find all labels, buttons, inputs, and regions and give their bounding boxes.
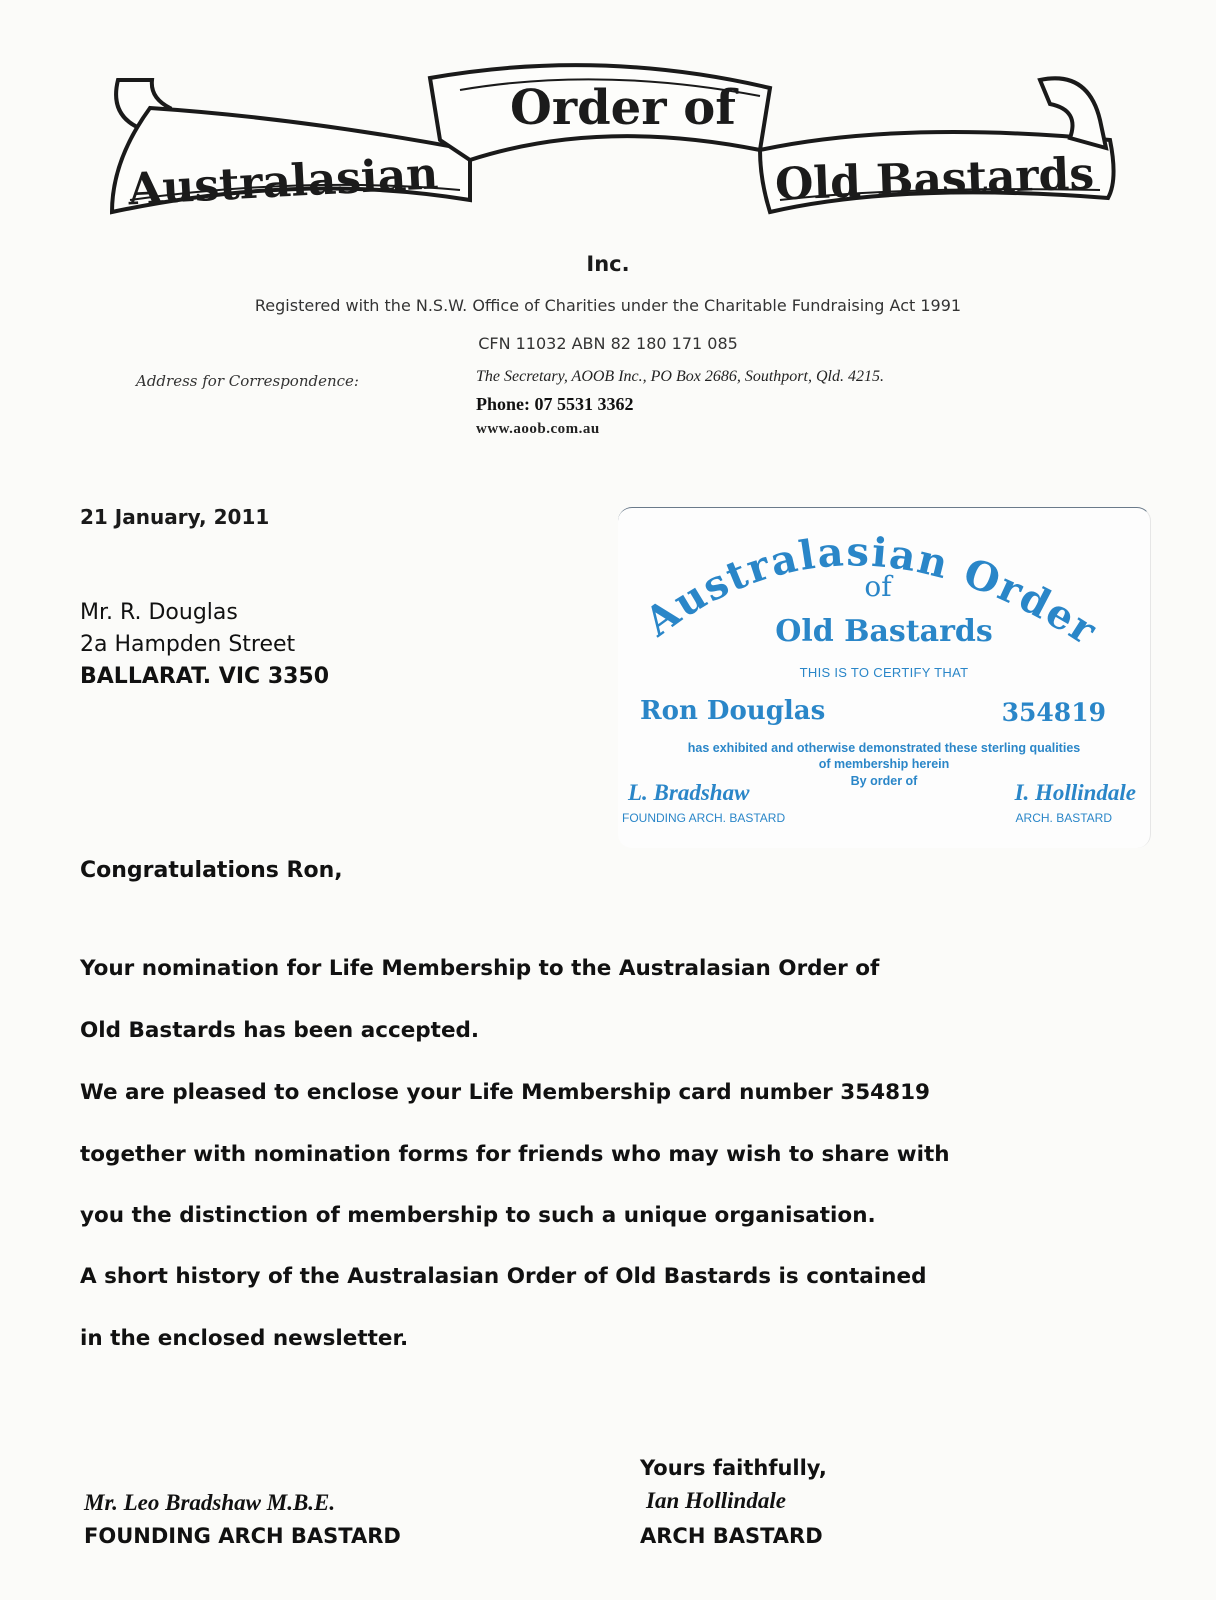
body-line: you the distinction of membership to such a unique organisation. [80,1203,876,1228]
signature-right-name: Ian Hollindale [646,1488,786,1513]
recipient-street: 2a Hampden Street [80,632,296,657]
signature-left-name: Mr. Leo Bradshaw M.B.E. [84,1490,336,1515]
body-line: in the enclosed newsletter. [80,1326,409,1351]
letter-date: 21 January, 2011 [80,505,270,529]
banner-word-order-of: Order of [510,80,736,136]
signature-right-role: ARCH BASTARD [640,1524,823,1548]
card-arc-text: Australasian Order [636,528,1106,655]
closing-text: Yours faithfully, [640,1456,827,1480]
banner-word-australasian: Australasian [126,148,440,216]
card-certify-text: THIS IS TO CERTIFY THAT [799,665,969,680]
card-by-order: By order of [850,774,918,788]
letterhead-cfn-abn: CFN 11032 ABN 82 180 171 085 [478,334,738,353]
recipient-city: BALLARAT. VIC 3350 [80,664,330,689]
card-member-number: 354819 [1001,698,1106,727]
letterhead-inc: Inc. [586,252,630,276]
letter-greeting: Congratulations Ron, [80,858,343,883]
address-label: Address for Correspondence: [136,372,359,390]
signature-left-role: FOUNDING ARCH BASTARD [84,1524,401,1548]
body-line: Old Bastards has been accepted. [80,1018,480,1043]
card-role-left: FOUNDING ARCH. BASTARD [622,811,786,825]
card-qualities-line-2: of membership herein [818,757,950,771]
organisation-banner-logo [0,0,1216,240]
address-line: The Secretary, AOOB Inc., PO Box 2686, Southport, Qld. 4215. [476,368,884,385]
card-signature-right: I. Hollindale [1014,780,1136,805]
letterhead-registration: Registered with the N.S.W. Office of Charities under the Charitable Fundraising Act 1991 [254,296,962,315]
banner-word-old-bastards: Old Bastards [774,148,1095,211]
website-url: www.aoob.com.au [476,421,600,437]
card-of: of [864,570,892,603]
phone-number: Phone: 07 5531 3362 [476,394,634,414]
card-role-right: ARCH. BASTARD [1015,811,1112,825]
body-line: A short history of the Australasian Order of Old Bastards is contained [80,1264,927,1289]
body-line: together with nomination forms for friends who may wish to share with [80,1142,950,1167]
membership-card [618,507,1151,848]
recipient-name: Mr. R. Douglas [80,600,238,625]
card-member-name: Ron Douglas [640,696,826,726]
card-signature-left: L. Bradshaw [628,780,750,805]
card-qualities-line-1: has exhibited and otherwise demonstrated these sterling qualities [687,741,1081,755]
body-line: Your nomination for Life Membership to the Australasian Order of [80,956,880,981]
body-line: We are pleased to enclose your Life Membership card number 354819 [80,1080,931,1105]
card-old-bastards: Old Bastards [775,614,993,649]
